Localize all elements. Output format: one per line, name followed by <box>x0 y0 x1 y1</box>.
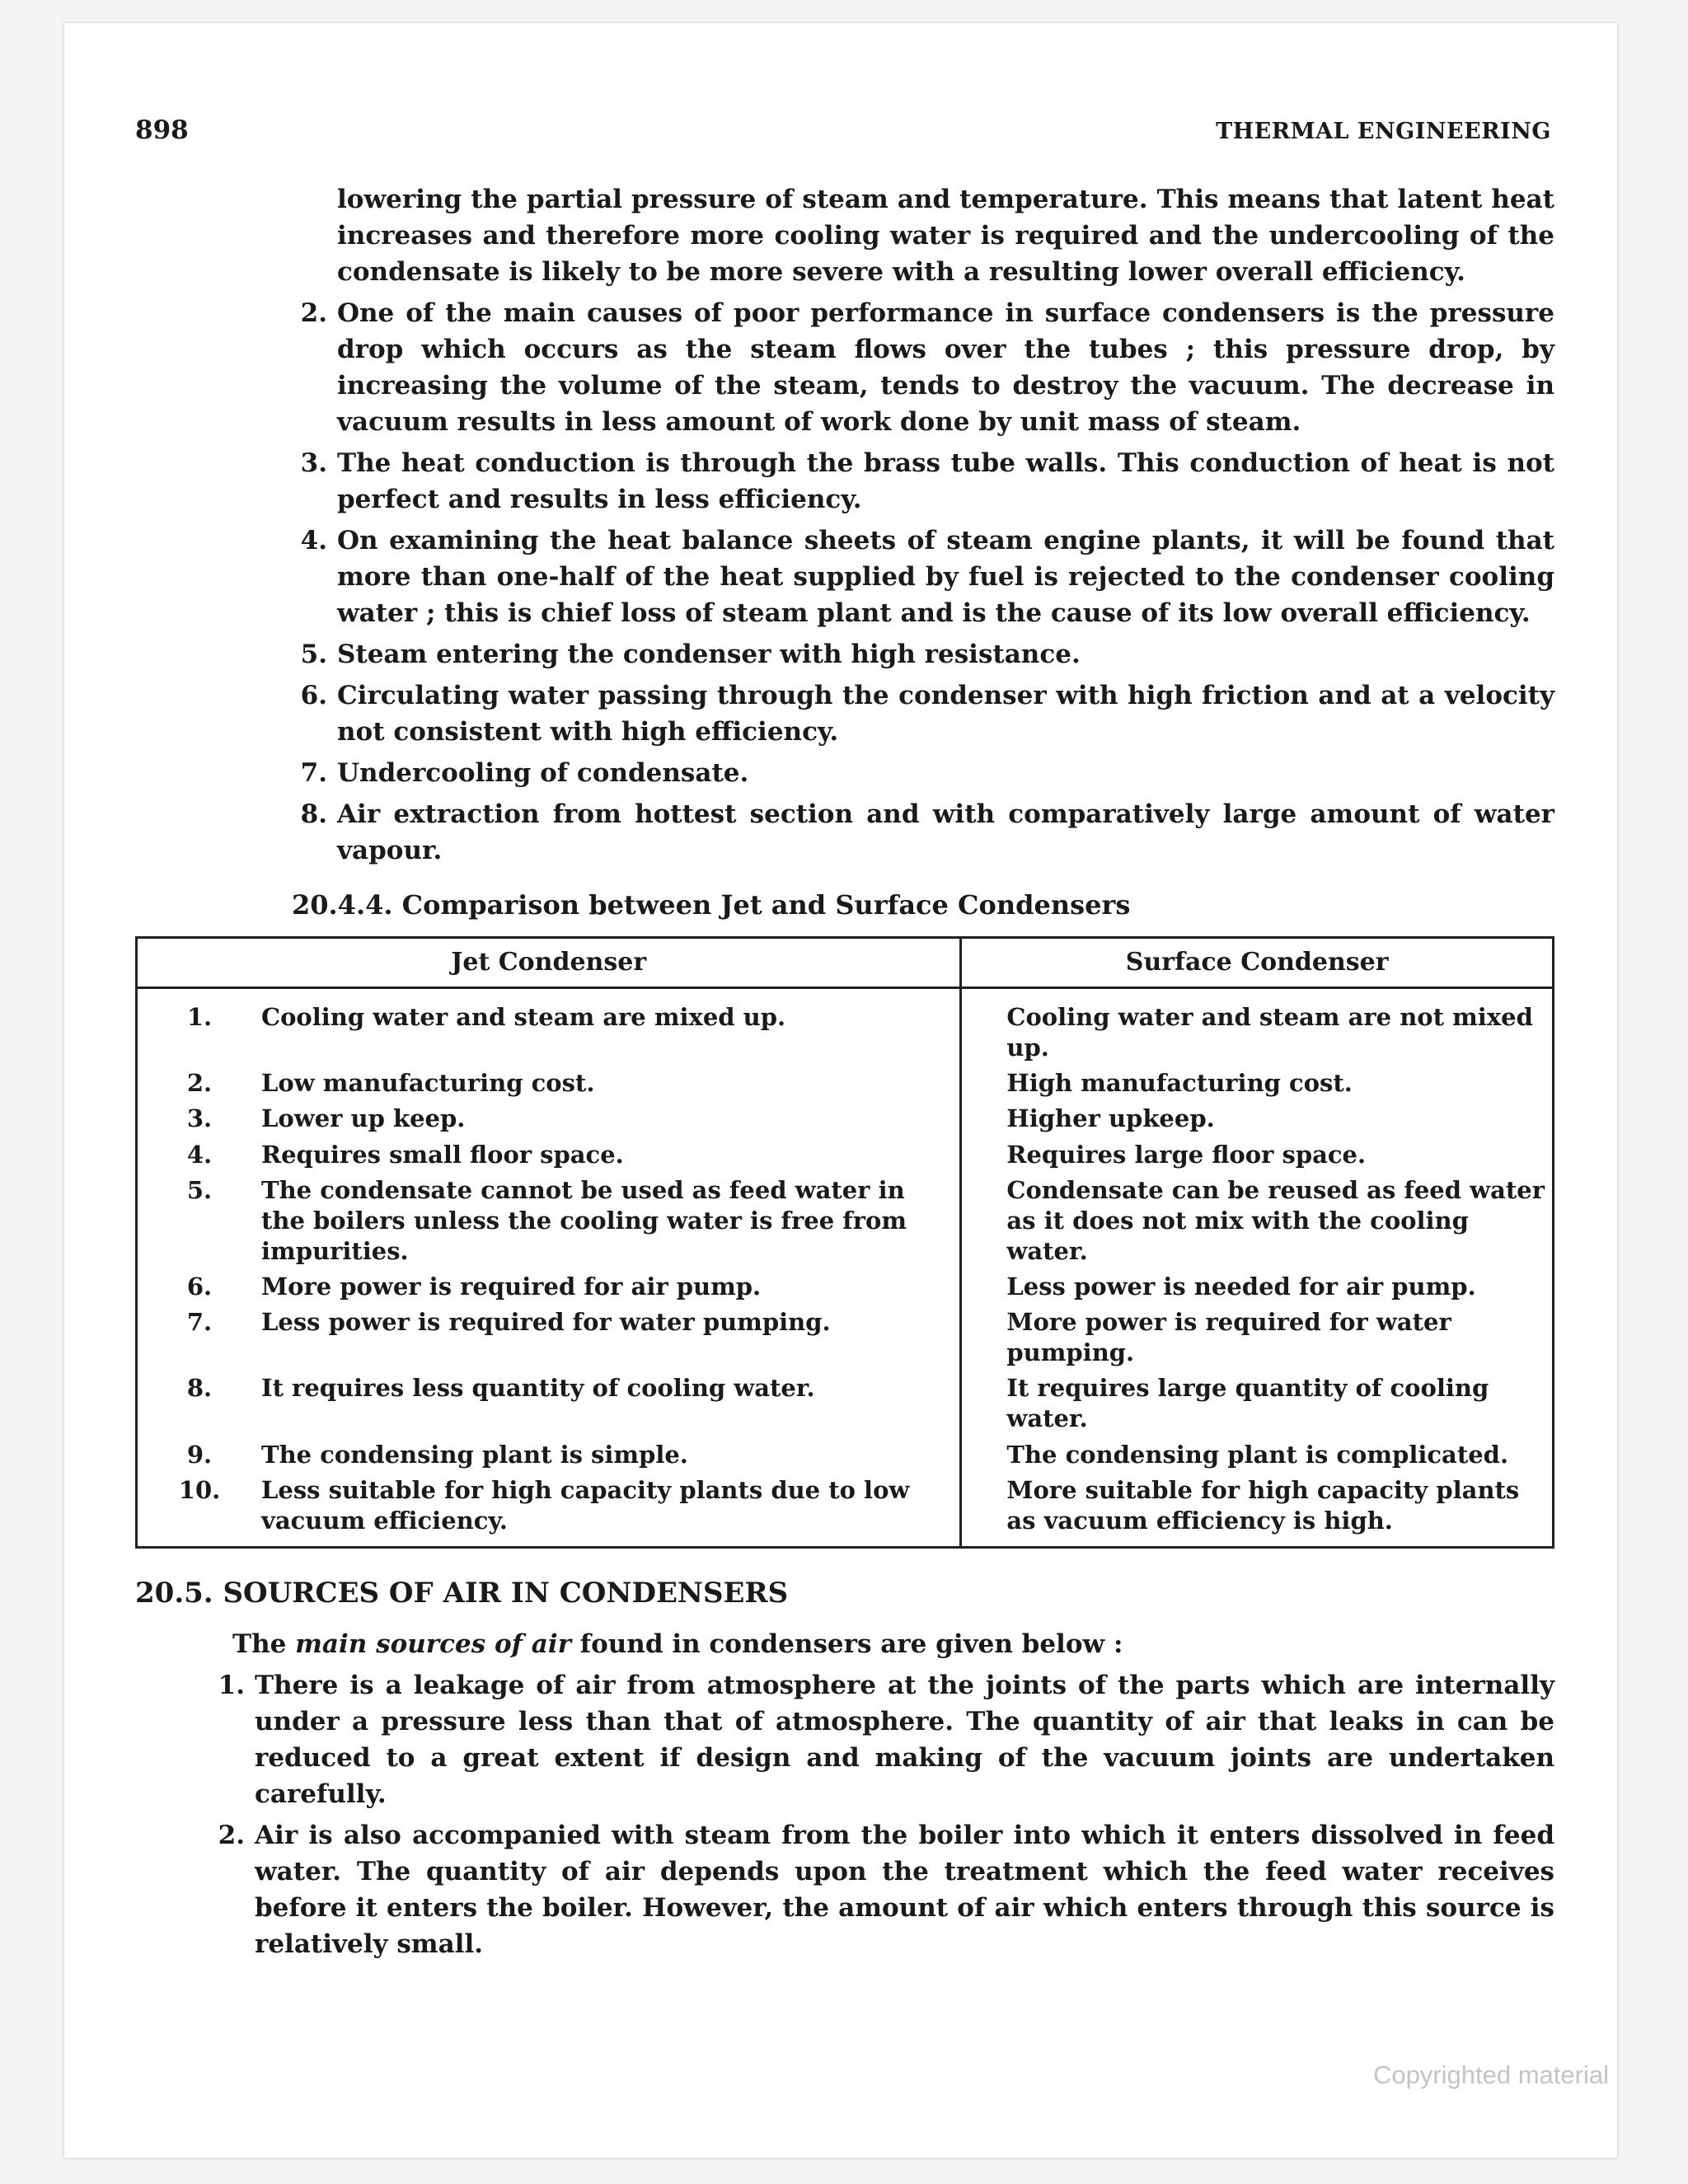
page-body <box>135 181 1554 1962</box>
surface-cell: More power is required for water pumping. <box>1006 1308 1451 1367</box>
row-number: 10. <box>178 1475 221 1504</box>
list-text: One of the main causes of poor performance in surface condensers is the pressure drop which occurs as the steam flows over the tubes ; this pressure drop, by increasing the volume of the steam, tends to destroy the vacuum. The decrease in vacuum results in less amount of work done by unit mass of steam. <box>337 298 1554 438</box>
list-item <box>135 755 1554 791</box>
surface-cell: The condensing plant is complicated. <box>1006 1440 1509 1469</box>
list-text: On examining the heat balance sheets of steam engine plants, it will be found that more than one-half of the heat supplied by fuel is rejected to the condenser cooling water ; this is chief loss of steam plant and is the cause of its low overall efficiency. <box>337 526 1554 629</box>
jet-cell: More power is required for air pump. <box>261 1269 961 1305</box>
row-number: 2. <box>186 1069 213 1098</box>
sources-list <box>135 1667 1554 1962</box>
jet-cell: Requires small floor space. <box>261 1137 961 1173</box>
list-number: 7. <box>300 758 327 789</box>
row-number: 5. <box>186 1175 213 1204</box>
copyright-watermark: Copyrighted material <box>1372 2060 1609 2089</box>
jet-cell: Low manufacturing cost. <box>261 1066 961 1101</box>
jet-condenser-header: Jet Condenser <box>137 937 961 987</box>
list-item <box>135 1667 1554 1812</box>
table-header-row <box>137 937 1554 987</box>
surface-cell: It requires large quantity of cooling water. <box>1006 1374 1489 1433</box>
row-number: 6. <box>186 1272 213 1301</box>
table-row <box>137 1269 1554 1305</box>
list-item <box>135 677 1554 750</box>
list-number: 2. <box>300 298 327 329</box>
running-title: THERMAL ENGINEERING <box>1216 119 1551 144</box>
intro-text: found in condensers are given below : <box>570 1629 1123 1660</box>
table-row <box>137 1473 1554 1548</box>
list-item <box>135 796 1554 869</box>
list-text: Steam entering the condenser with high resistance. <box>337 640 1081 670</box>
list-number: 3. <box>300 448 327 479</box>
surface-cell: Condensate can be reused as feed water as it does not mix with the cooling water. <box>1006 1175 1545 1265</box>
table-row <box>137 1066 1554 1101</box>
list-item <box>135 295 1554 440</box>
surface-cell: High manufacturing cost. <box>1006 1069 1353 1098</box>
jet-cell: The condensate cannot be used as feed water in the boilers unless the cooling water is free from impurities. <box>261 1173 961 1269</box>
table-row <box>137 1173 1554 1269</box>
surface-cell: Higher upkeep. <box>1006 1104 1215 1133</box>
surface-cell: More suitable for high capacity plants as vacuum efficiency is high. <box>1006 1475 1520 1535</box>
sources-intro <box>135 1626 1554 1662</box>
jet-cell: Cooling water and steam are mixed up. <box>261 988 961 1066</box>
list-item <box>135 636 1554 673</box>
table-row <box>137 1305 1554 1371</box>
list-item <box>135 1817 1554 1962</box>
intro-text: The <box>232 1629 296 1660</box>
section-heading: 20.5. SOURCES OF AIR IN CONDENSERS <box>135 1576 789 1610</box>
list-text: Air extraction from hottest section and with comparatively large amount of water vapour. <box>337 799 1554 866</box>
list-text: Air is also accompanied with steam from the boiler into which it enters dissolved in feed water. The quantity of air depends upon the treatment which the feed water receives before it enters the boiler. However, the amount of air which enters through this source is relatively small. <box>255 1821 1554 1960</box>
surface-cell: Less power is needed for air pump. <box>1006 1272 1476 1301</box>
jet-cell: Less suitable for high capacity plants due to low vacuum efficiency. <box>261 1473 961 1548</box>
list-number: 2. <box>218 1821 245 1851</box>
list-number: 6. <box>300 681 327 711</box>
running-header <box>135 115 1551 145</box>
table-row <box>137 988 1554 1066</box>
row-number: 4. <box>186 1140 213 1169</box>
table-row <box>137 1137 1554 1173</box>
list-text: Circulating water passing through the condenser with high friction and at a velocity not consistent with high efficiency. <box>337 681 1554 748</box>
table-row <box>137 1371 1554 1436</box>
comparison-table <box>135 936 1554 1549</box>
list-number: 1. <box>218 1671 245 1701</box>
row-number: 8. <box>186 1374 213 1403</box>
causes-list <box>135 295 1554 869</box>
jet-cell: Less power is required for water pumping. <box>261 1305 961 1371</box>
jet-cell: It requires less quantity of cooling water. <box>261 1371 961 1436</box>
list-text: The heat conduction is through the brass tube walls. This conduction of heat is not perfect and results in less efficiency. <box>337 448 1554 515</box>
table-row <box>137 1101 1554 1137</box>
intro-emphasis: main sources of air <box>295 1629 571 1660</box>
list-number: 4. <box>300 526 327 556</box>
surface-cell: Cooling water and steam are not mixed up. <box>1006 1003 1533 1062</box>
comparison-heading: 20.4.4. Comparison between Jet and Surface Condensers <box>292 889 1131 921</box>
page-number: 898 <box>135 115 189 145</box>
row-number: 7. <box>186 1308 213 1337</box>
row-number: 3. <box>186 1104 213 1133</box>
list-item <box>135 523 1554 631</box>
continuation-paragraph: lowering the partial pressure of steam and temperature. This means that latent heat increases and therefore more cooling water is required and the undercooling of the condensate is likely to be more severe with a resulting lower overall efficiency. <box>337 185 1554 288</box>
jet-cell: The condensing plant is simple. <box>261 1437 961 1473</box>
list-item <box>135 445 1554 518</box>
surface-condenser-header: Surface Condenser <box>961 937 1554 987</box>
list-text: Undercooling of condensate. <box>337 758 749 789</box>
list-number: 5. <box>300 640 327 670</box>
row-number: 1. <box>186 1003 213 1032</box>
row-number: 9. <box>186 1440 213 1469</box>
list-text: There is a leakage of air from atmosphere at the joints of the parts which are internally under a pressure less than that of atmosphere. The quantity of air that leaks in can be reduced to a great extent if design and making of the vacuum joints are undertaken carefully. <box>255 1671 1554 1810</box>
jet-cell: Lower up keep. <box>261 1101 961 1137</box>
surface-cell: Requires large floor space. <box>1006 1140 1367 1169</box>
list-number: 8. <box>300 799 327 830</box>
table-row <box>137 1437 1554 1473</box>
